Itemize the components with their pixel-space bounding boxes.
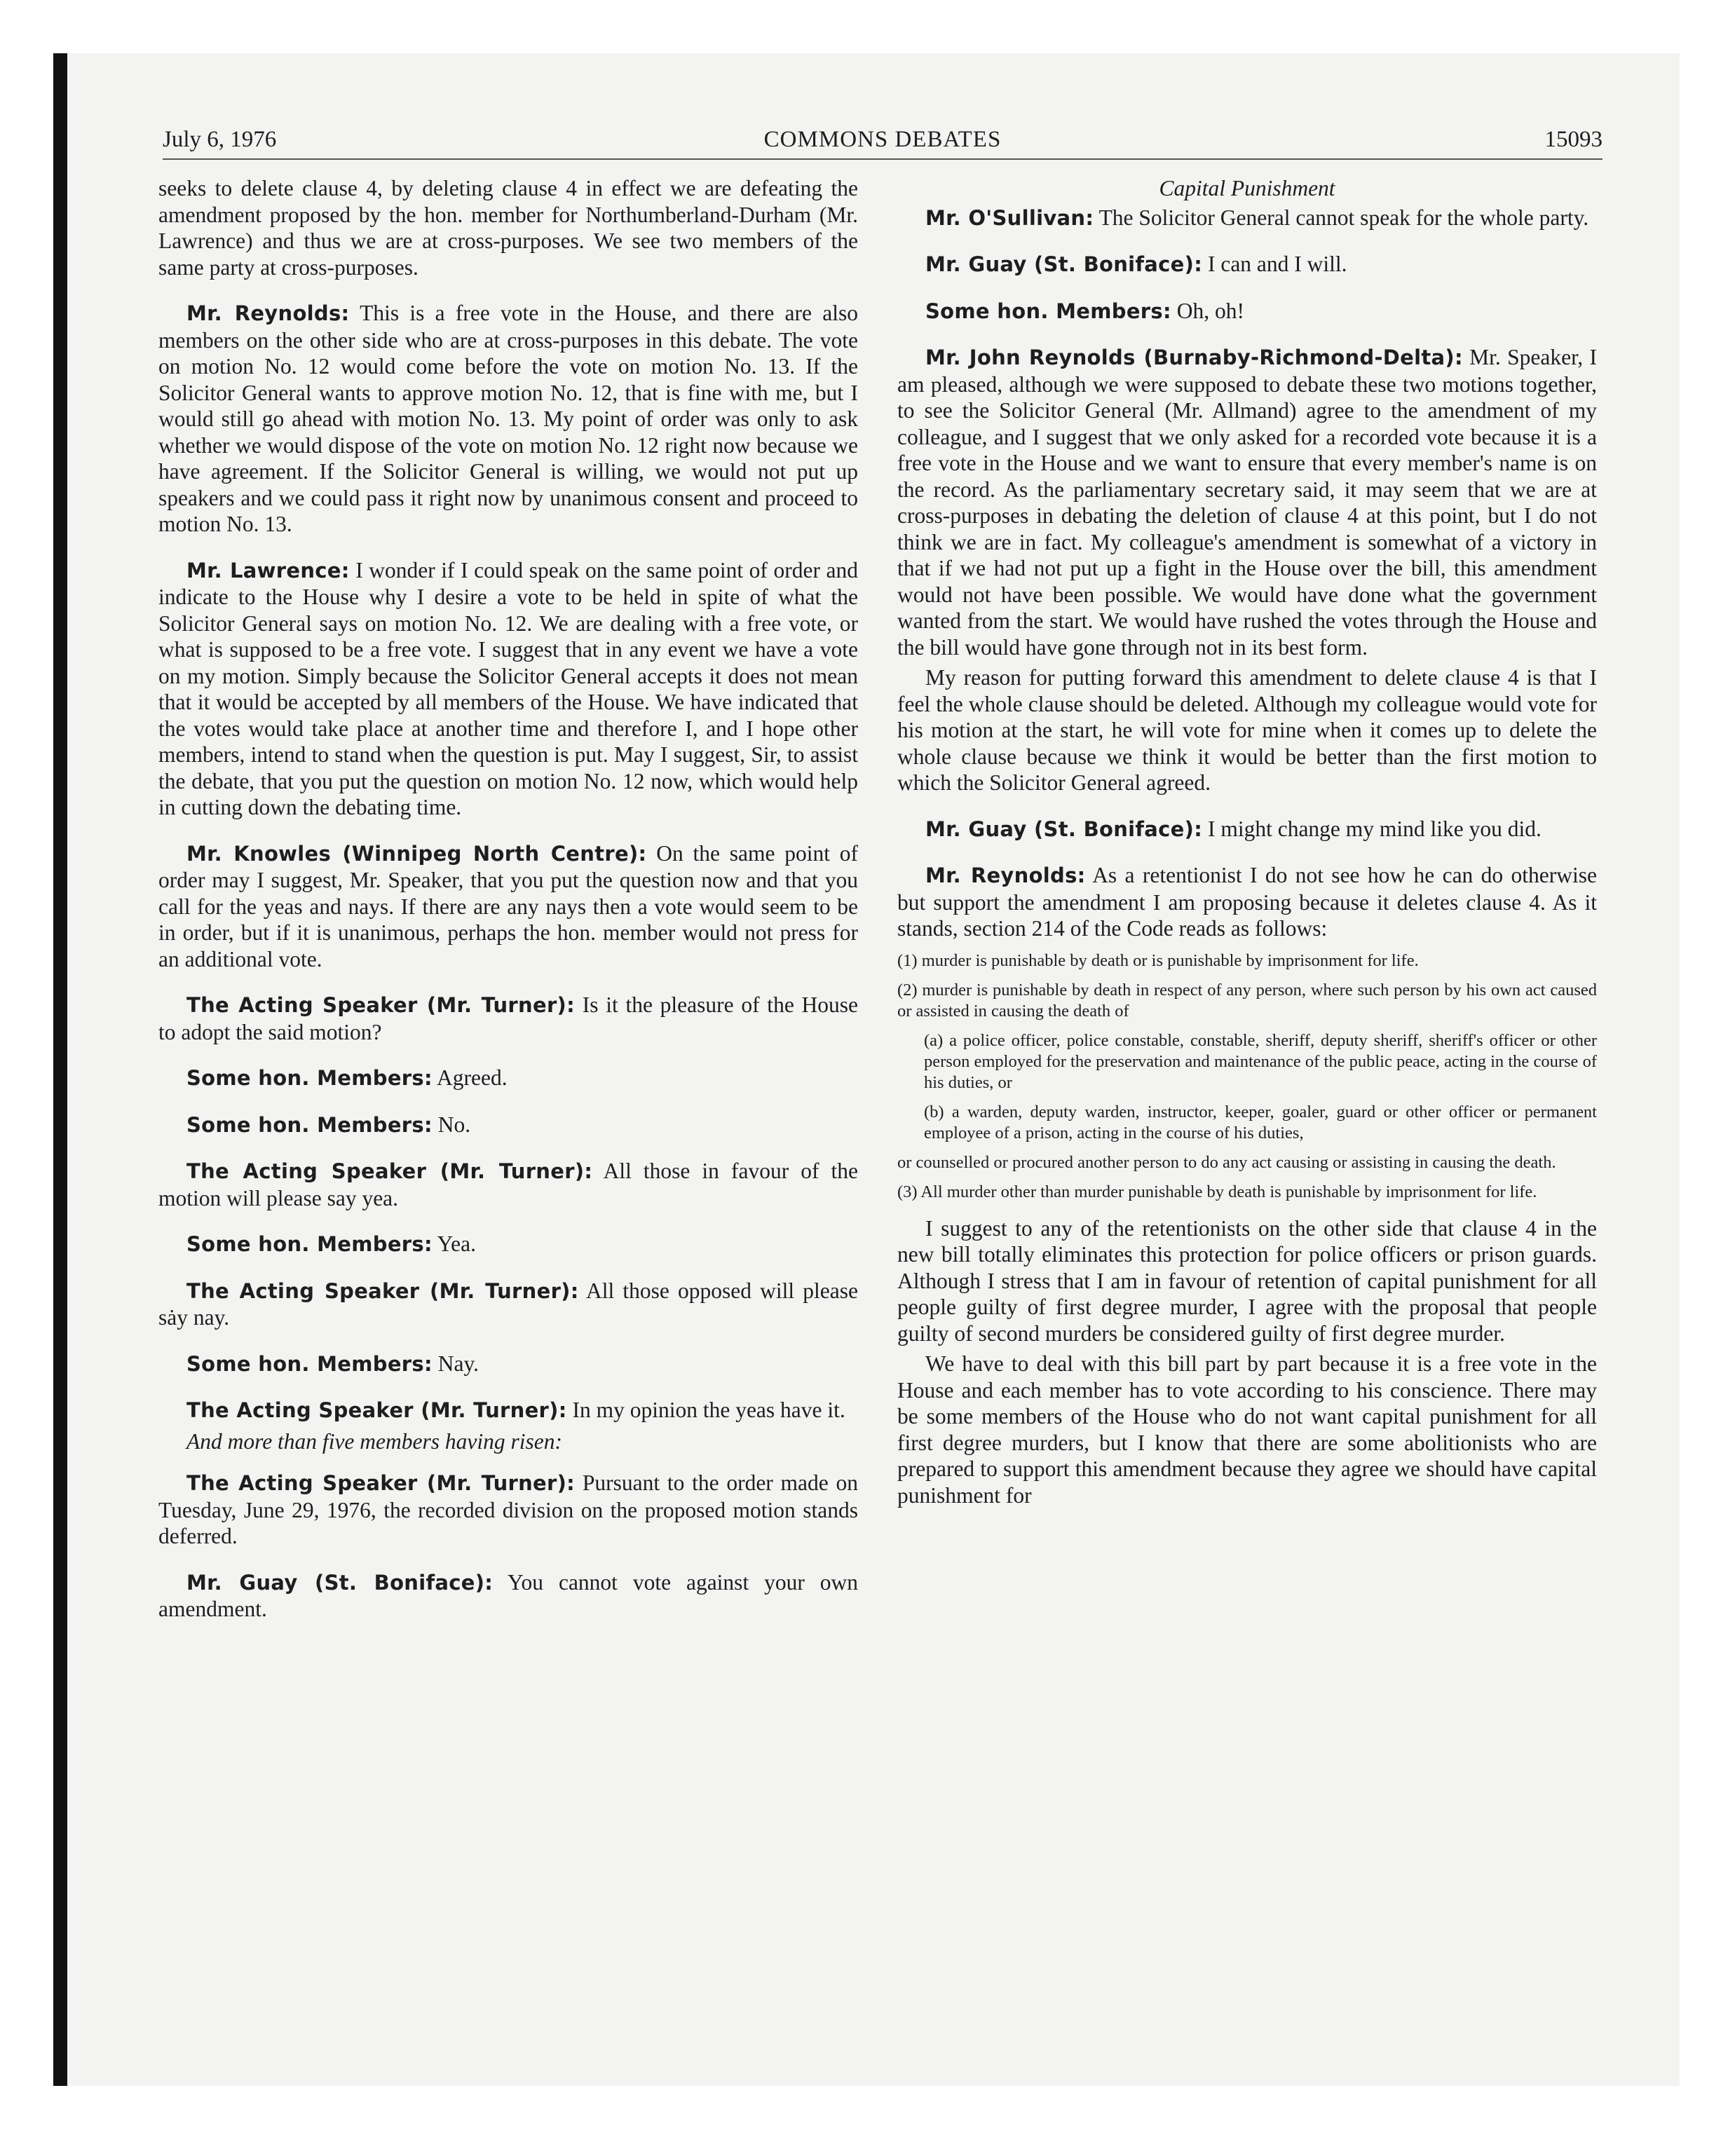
paragraph: seeks to delete clause 4, by deleting clause 4 in effect we are defeating the amendment proposed by the hon. member for Northumberland-Durham (Mr. Lawrence) and thus we are at cross-purposes. We see two members of the same party at cross-purposes. — [158, 176, 858, 280]
speaker-name: Some hon. Members: — [186, 1351, 433, 1376]
header-date: July 6, 1976 — [163, 127, 277, 152]
speech-paragraph — [158, 1231, 858, 1258]
header-rule — [163, 158, 1603, 160]
speaker-name: The Acting Speaker (Mr. Turner): — [186, 993, 576, 1017]
speech-text: I can and I will. — [1207, 252, 1347, 276]
speech-paragraph — [897, 205, 1597, 232]
speech-paragraph — [158, 557, 858, 821]
speech-text: On the same point of order may I suggest, Mr. Speaker, that you put the question now and that you call for the yeas and nays. If there are any nays then a vote would seem to be in order, but if it is unanimous, perhaps the hon. member would not press for an additional vote. — [158, 840, 858, 971]
header-title: COMMONS DEBATES — [763, 127, 1002, 152]
speech-paragraph — [897, 862, 1597, 942]
speech-paragraph — [158, 1351, 858, 1378]
speaker-name: The Acting Speaker (Mr. Turner): — [186, 1159, 593, 1183]
speaker-name: The Acting Speaker (Mr. Turner): — [186, 1278, 579, 1303]
quoted-code-text: (3) All murder other than murder punishable by death is punishable by imprisonment for life. — [897, 1182, 1537, 1201]
speaker-name: Mr. Guay (St. Boniface): — [186, 1570, 494, 1595]
speech-text: The Solicitor General cannot speak for the whole party. — [1098, 205, 1589, 230]
page-header — [163, 127, 1603, 162]
speech-text: You cannot vote against your own amendment. — [158, 1569, 858, 1621]
speech-paragraph — [158, 1065, 858, 1092]
paragraph: My reason for putting forward this amendment to delete clause 4 is that I feel the whole clause should be deleted. Although my colleague would vote for his motion at the start, he will vote for mine when it comes up to delete the whole clause because we think it would be better than the first motion to which the Solicitor General agreed. — [897, 665, 1597, 795]
speech-text: This is a free vote in the House, and there are also members on the other side who are at cross-purposes in this debate. The vote on motion No. 12 would come before the vote on motion No. 13. If the Solicitor General wants to approve motion No. 12, that is fine with me, but I would still go ahead with motion No. 13. My point of order was only to ask whether we would dispose of the vote on motion No. 12 right now because we have agreement. If the Solicitor General is willing, we would not put up speakers and we could pass it right now by unanimous consent and proceed to motion No. 13. — [158, 301, 858, 536]
speech-paragraph — [158, 840, 858, 973]
quoted-code-text: or counselled or procured another person to do any act causing or assisting in causing the death. — [897, 1152, 1556, 1172]
speech-text: In my opinion the yeas have it. — [572, 1398, 845, 1422]
speech-text: Agreed. — [437, 1065, 508, 1090]
speaker-name: Mr. Reynolds: — [925, 864, 1086, 887]
speaker-name: The Acting Speaker (Mr. Turner): — [186, 1398, 567, 1422]
speaker-name: Mr. O'Sullivan: — [925, 205, 1094, 230]
speaker-name: Mr. Knowles (Winnipeg North Centre): — [186, 841, 647, 866]
speaker-name: Mr. Guay (St. Boniface): — [925, 817, 1203, 841]
speaker-name: Mr. Guay (St. Boniface): — [925, 252, 1203, 276]
speech-paragraph — [158, 1158, 858, 1211]
speech-text: Is it the pleasure of the House to adopt the said motion? — [158, 992, 859, 1044]
speech-text: No. — [437, 1112, 471, 1137]
quoted-code-text: (1) murder is punishable by death or is punishable by imprisonment for life. — [897, 950, 1419, 970]
speech-paragraph — [158, 1397, 858, 1424]
speech-paragraph — [158, 1112, 858, 1139]
speaker-name: Some hon. Members: — [186, 1112, 433, 1137]
speaker-name: Some hon. Members: — [186, 1232, 433, 1256]
speaker-name: Mr. Lawrence: — [186, 558, 350, 582]
speech-paragraph — [158, 1278, 858, 1331]
speech-text: I might change my mind like you did. — [1207, 816, 1542, 841]
speech-paragraph — [158, 300, 858, 538]
speech-text: Pursuant to the order made on Tuesday, June 29, 1976, the recorded division on the proposed motion stands deferred. — [158, 1471, 858, 1548]
speech-paragraph — [897, 816, 1597, 843]
section-title: Capital Punishment — [1159, 176, 1335, 200]
speech-text: Nay. — [437, 1351, 479, 1376]
speech-paragraph — [158, 1470, 858, 1550]
speaker-name: Mr. Reynolds: — [186, 301, 350, 325]
header-page-number: 15093 — [1544, 127, 1603, 152]
speech-text: Mr. Speaker, I am pleased, although we were supposed to debate these two motions together, to see the Solicitor General (Mr. Allmand) agree to the amendment of my colleague, and I suggest that we only asked for a recorded vote because it is a free vote in the House and we want to ensure that every member's name is on the record. As the parliamentary secretary said, it may seem that we are at cross-purposes in debating the deletion of clause 4 at this point, but I do not think we are in fact. My colleague's amendment is somewhat of a victory in that if we had not put up a fight in the House over the bill, this amendment would not have been possible. We would have done what the government wanted from the start. We would have rushed the votes through the House and the bill would have gone through not in its best form. — [897, 345, 1597, 660]
right-column — [897, 175, 1597, 1528]
speaker-name: Some hon. Members: — [925, 299, 1171, 323]
speech-text: All those in favour of the motion will please say yea. — [158, 1159, 858, 1210]
quoted-code-text: (a) a police officer, police constable, constable, sheriff, deputy sheriff, sheriff's officer or other person employed for the preservation and maintenance of the public peace, acting in the course of his duties, or — [924, 1030, 1597, 1092]
paragraph: We have to deal with this bill part by part because it is a free vote in the House and each member has to vote according to his conscience. There may be some members of the House who do not want capital punishment for all first degree murders, but I know that there are some abolitionists who are prepared to support this amendment because they agree we should have capital punishment for — [897, 1351, 1597, 1508]
speech-paragraph — [158, 1569, 858, 1623]
quoted-code-text: (b) a warden, deputy warden, instructor, keeper, goaler, guard or other officer or permanent employee of a prison, acting in the course of his duties, — [924, 1102, 1597, 1142]
speech-text: Oh, oh! — [1176, 298, 1244, 323]
paragraph: I suggest to any of the retentionists on the other side that clause 4 in the new bill totally eliminates this protection for police officers or prison guards. Although I stress that I am in favour of retention of capital punishment for all people guilty of first degree murder, I agree with the proposal that people guilty of second murders be considered guilty of first degree murder. — [897, 1215, 1597, 1346]
speech-paragraph — [897, 298, 1597, 325]
speech-paragraph — [897, 344, 1597, 660]
speech-text: Yea. — [437, 1231, 477, 1256]
speech-text: As a retentionist I do not see how he can do otherwise but support the amendment I am proposing because it deletes clause 4. As it stands, section 214 of the Code reads as follows: — [897, 863, 1597, 941]
quoted-code-text: (2) murder is punishable by death in respect of any person, where such person by his own act caused or assisted in causing the death of — [897, 980, 1597, 1021]
speaker-name: The Acting Speaker (Mr. Turner): — [186, 1471, 576, 1495]
speech-paragraph — [897, 251, 1597, 278]
scan-edge-shadow — [53, 53, 67, 2086]
speech-paragraph — [158, 992, 858, 1045]
speaker-name: Some hon. Members: — [186, 1066, 433, 1090]
stage-direction: And more than five members having risen: — [186, 1428, 562, 1454]
speaker-name: Mr. John Reynolds (Burnaby-Richmond-Delta): — [925, 346, 1463, 369]
speech-text: All those opposed will please sȧy nay. — [158, 1278, 858, 1330]
left-column — [158, 175, 858, 1642]
speech-text: I wonder if I could speak on the same point of order and indicate to the House why I desire a vote to be held in spite of what the Solicitor General says on motion No. 12. We are dealing with a free vote, or what is supposed to be a free vote. I suggest that in any event we have a vote on my motion. Simply because the Solicitor General accepts it does not mean that it would be accepted by all members of the House. We have indicated that the votes would take place at another time and therefore I, and I hope other members, intend to stand when the question is put. May I suggest, Sir, to assist the debate, that you put the question on motion No. 12 now, which would help in cutting down the debating time. — [158, 557, 858, 819]
